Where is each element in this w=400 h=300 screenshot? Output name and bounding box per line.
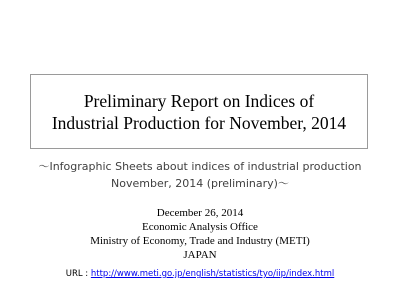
url-row <box>0 268 400 280</box>
title-box <box>30 74 368 149</box>
subtitle-line-2: November, 2014 (preliminary)～ <box>111 177 289 190</box>
ministry-name: Ministry of Economy, Trade and Industry (METI) <box>90 235 310 247</box>
statistics-url-link[interactable]: http://www.meti.go.jp/english/statistics/tyo/iip/index.html <box>90 269 335 279</box>
publisher-info <box>0 206 400 262</box>
url-label: URL : <box>65 269 91 279</box>
office-name: Economic Analysis Office <box>142 221 258 233</box>
report-title-line-1: Preliminary Report on Indices of <box>83 90 315 111</box>
report-date: December 26, 2014 <box>156 207 244 219</box>
subtitle-line-1: ～Infographic Sheets about indices of industrial production <box>38 160 362 173</box>
subtitle <box>0 158 400 192</box>
country-name: JAPAN <box>183 249 217 261</box>
report-title-line-2: Industrial Production for November, 2014 <box>51 112 347 133</box>
